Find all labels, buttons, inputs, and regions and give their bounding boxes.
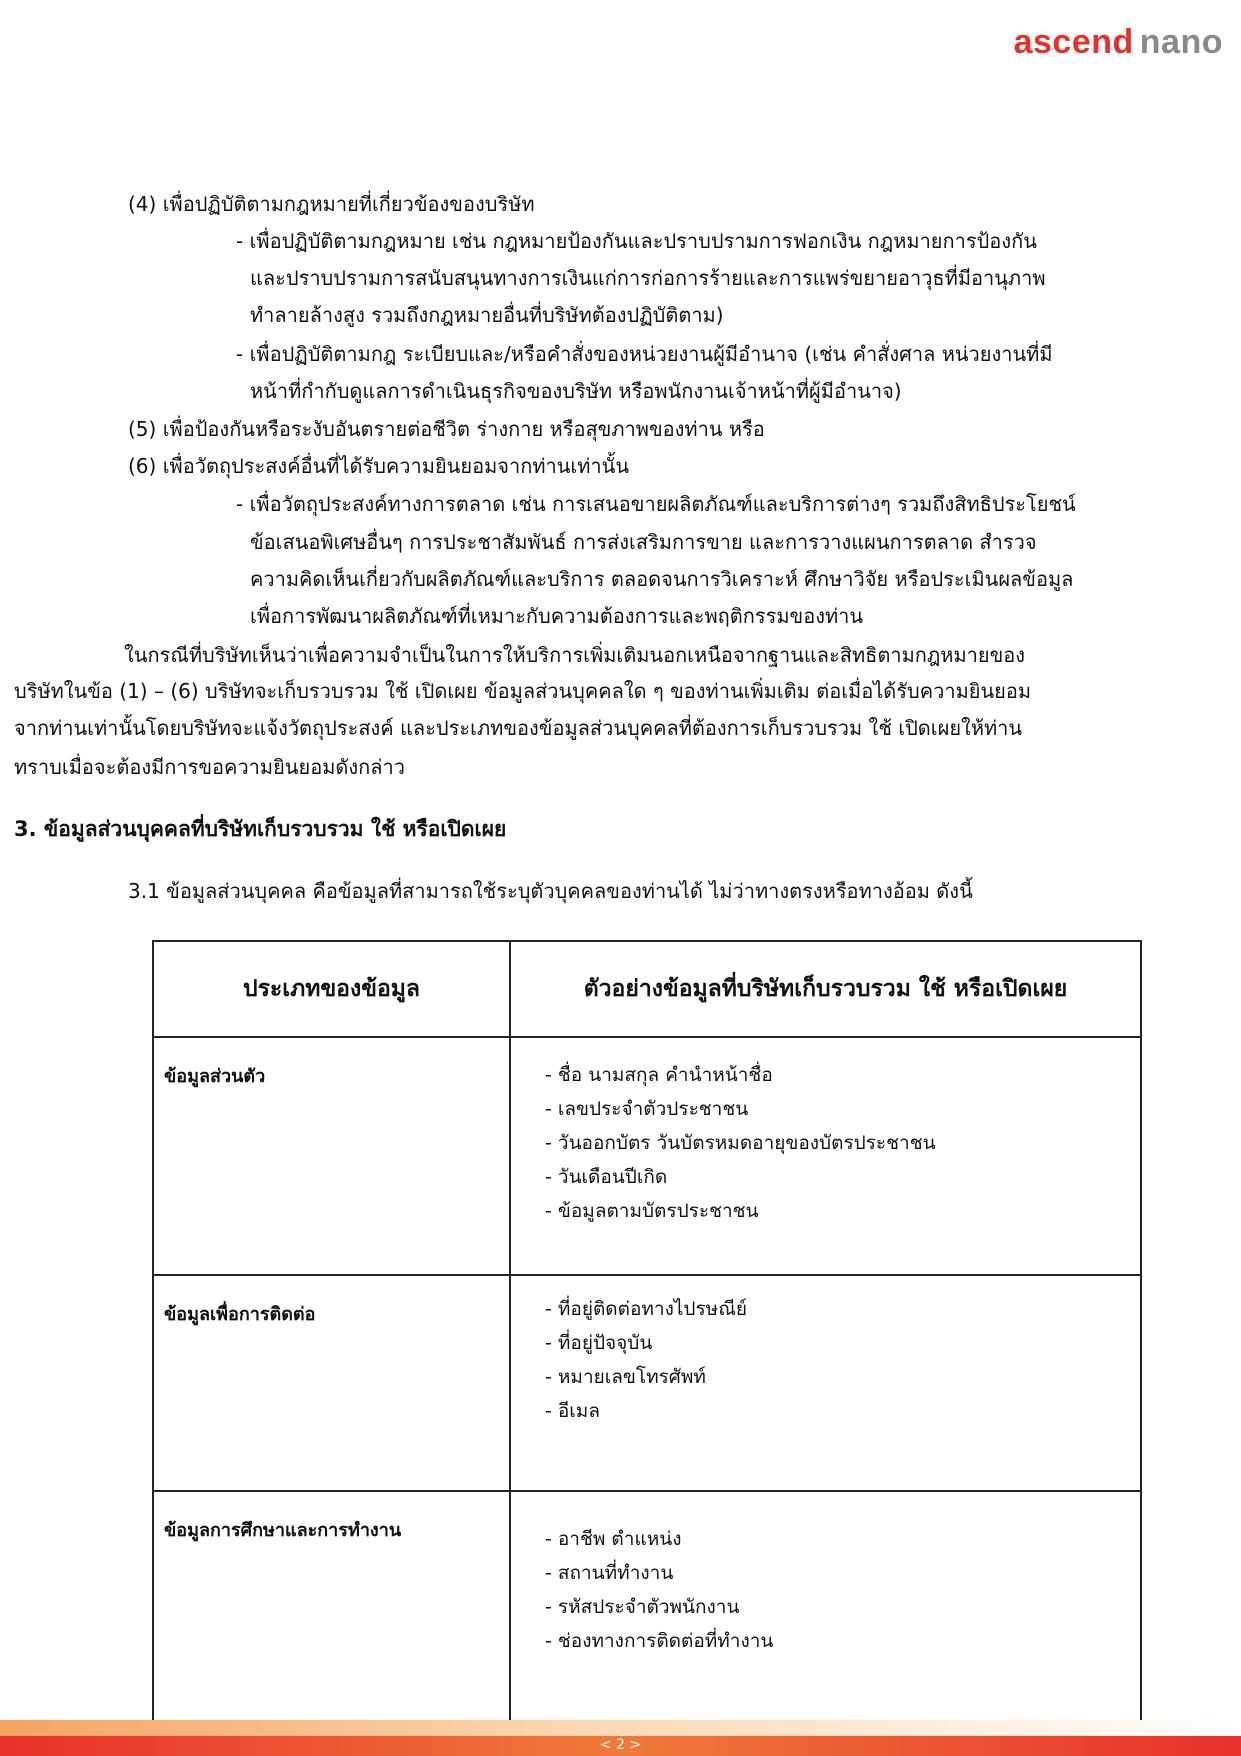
purpose-4-sub1-line1: - เพื่อปฏิบัติตามกฎหมาย เช่น กฎหมายป้องกันและปราบปรามการฟอกเงิน กฎหมายการป้องกัน <box>236 229 1037 253</box>
purpose-6-sub-line3: ความคิดเห็นเกี่ยวกับผลิตภัณฑ์และบริการ ตลอดจนการวิเคราะห์ ศึกษาวิจัย หรือประเมินผลข้อมูล <box>250 567 1074 591</box>
list-item: - เลขประจำตัวประชาชน <box>545 1098 749 1120</box>
logo-ascend-text: ascend <box>1013 23 1134 61</box>
list-item: - ช่องทางการติดต่อที่ทำงาน <box>545 1630 774 1652</box>
paragraph-line2: บริษัทในข้อ (1) – (6) บริษัทจะเก็บรวบรวม ใช้ เปิดเผย ข้อมูลส่วนบุคคลใด ๆ ของท่านเพิ่มเติม ต่อเมื่อได้รับความยินยอม <box>14 679 1032 703</box>
purpose-6: (6) เพื่อวัตถุประสงค์อื่นที่ได้รับความยินยอมจากท่านเท่านั้น <box>128 454 629 478</box>
row-items-personal <box>510 1037 1141 1275</box>
list-item: - ที่อยู่ติดต่อทางไปรษณีย์ <box>545 1298 747 1320</box>
paragraph-line1: ในกรณีที่บริษัทเห็นว่าเพื่อความจำเป็นในการให้บริการเพิ่มเติมนอกเหนือจากฐานและสิทธิตามกฎหมายของ <box>124 643 1026 667</box>
purpose-6-sub-line2: ข้อเสนอพิเศษอื่นๆ การประชาสัมพันธ์ การส่งเสริมการขาย และการวางแผนการตลาด สำรวจ <box>250 530 1037 554</box>
list-item: - อีเมล <box>545 1400 600 1422</box>
list-item: - วันเดือนปีเกิด <box>545 1166 668 1188</box>
page-number: < 2 > <box>599 1737 642 1753</box>
row-items-education-work <box>510 1491 1141 1731</box>
table-header-examples: ตัวอย่างข้อมูลที่บริษัทเก็บรวบรวม ใช้ หรือเปิดเผย <box>510 941 1141 1037</box>
list-item: - ข้อมูลตามบัตรประชาชน <box>545 1200 759 1222</box>
ascend-nano-logo <box>1014 22 1223 62</box>
table-row <box>153 1275 1141 1491</box>
purpose-4: (4) เพื่อปฏิบัติตามกฎหมายที่เกี่ยวข้องของบริษัท <box>128 192 535 216</box>
section-3-heading: 3. ข้อมูลส่วนบุคคลที่บริษัทเก็บรวบรวม ใช้ หรือเปิดเผย <box>14 817 507 841</box>
purpose-4-sub2-line1: - เพื่อปฏิบัติตามกฎ ระเบียบและ/หรือคำสั่งของหน่วยงานผู้มีอำนาจ (เช่น คำสั่งศาล หน่วยงานที่มี <box>236 342 1053 366</box>
paragraph-line3: จากท่านเท่านั้นโดยบริษัทจะแจ้งวัตถุประสงค์ และประเภทของข้อมูลส่วนบุคคลที่ต้องการเก็บรวบรวม ใช้ เปิดเผยให้ท่าน <box>14 716 1023 740</box>
row-type-education-work: ข้อมูลการศึกษาและการทำงาน <box>153 1491 510 1731</box>
list-item: - ชื่อ นามสกุล คำนำหน้าชื่อ <box>545 1064 773 1086</box>
table-header-row <box>153 941 1141 1037</box>
table-row <box>153 1037 1141 1275</box>
list-item: - สถานที่ทำงาน <box>545 1562 674 1584</box>
purpose-4-sub1-line2: และปราบปรามการสนับสนุนทางการเงินแก่การก่อการร้ายและการแพร่ขยายอาวุธที่มีอานุภาพ <box>250 266 1046 290</box>
row-type-contact: ข้อมูลเพื่อการติดต่อ <box>153 1275 510 1491</box>
purpose-5: (5) เพื่อป้องกันหรือระงับอันตรายต่อชีวิต ร่างกาย หรือสุขภาพของท่าน หรือ <box>128 417 765 441</box>
logo-nano-text: nano <box>1139 23 1223 61</box>
list-item: - อาชีพ ตำแหน่ง <box>545 1528 682 1550</box>
list-item: - หมายเลขโทรศัพท์ <box>545 1366 706 1388</box>
paragraph-line4: ทราบเมื่อจะต้องมีการขอความยินยอมดังกล่าว <box>14 755 405 779</box>
purpose-4-sub1-line3: ทำลายล้างสูง รวมถึงกฎหมายอื่นที่บริษัทต้องปฏิบัติตาม) <box>250 303 724 327</box>
row-type-personal: ข้อมูลส่วนตัว <box>153 1037 510 1275</box>
list-item: - ที่อยู่ปัจจุบัน <box>545 1332 653 1354</box>
table-row <box>153 1491 1141 1731</box>
personal-data-table <box>152 940 1142 1732</box>
purpose-6-sub-line1: - เพื่อวัตถุประสงค์ทางการตลาด เช่น การเสนอขายผลิตภัณฑ์และบริการต่างๆ รวมถึงสิทธิประโยชน์ <box>236 492 1076 516</box>
purpose-6-sub-line4: เพื่อการพัฒนาผลิตภัณฑ์ที่เหมาะกับความต้องการและพฤติกรรมของท่าน <box>250 604 864 628</box>
table-header-type: ประเภทของข้อมูล <box>153 941 510 1037</box>
list-item: - วันออกบัตร วันบัตรหมดอายุของบัตรประชาชน <box>545 1132 936 1154</box>
footer-gradient-band <box>0 1720 1241 1736</box>
section-3-1-text: 3.1 ข้อมูลส่วนบุคคล คือข้อมูลที่สามารถใช้ระบุตัวบุคคลของท่านได้ ไม่ว่าทางตรงหรือทางอ้อม ดังนี้ <box>128 879 973 903</box>
list-item: - รหัสประจำตัวพนักงาน <box>545 1596 740 1618</box>
purpose-4-sub2-line2: หน้าที่กำกับดูแลการดำเนินธุรกิจของบริษัท หรือพนักงานเจ้าหน้าที่ผู้มีอำนาจ) <box>250 379 902 403</box>
row-items-contact <box>510 1275 1141 1491</box>
